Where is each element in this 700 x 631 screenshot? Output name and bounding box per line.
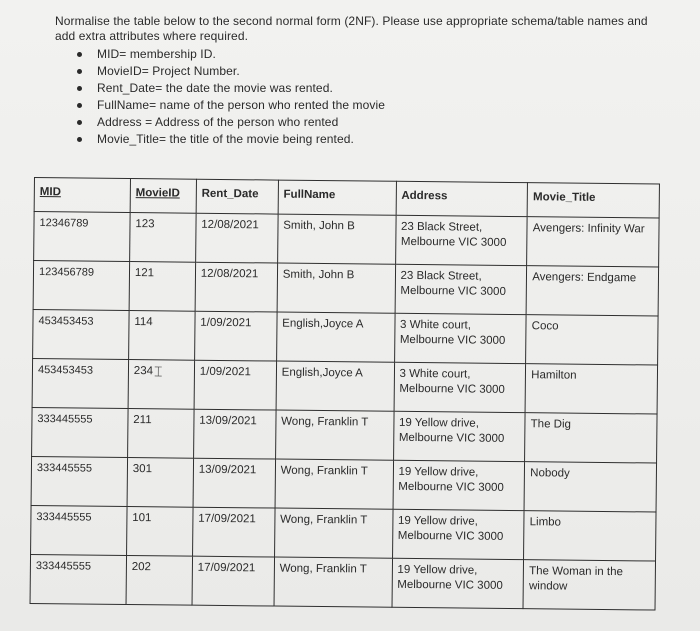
header-mid: MID: [34, 178, 130, 213]
table-row: [32, 407, 657, 463]
cell-movieid: 202: [126, 555, 192, 605]
cell-address: 19 Yellow drive, Melbourne VIC 3000: [393, 460, 525, 510]
table-row: [33, 309, 658, 365]
definition-item: MovieID= Project Number.: [77, 64, 655, 79]
cell-mid: 333445555: [30, 554, 126, 604]
cell-fullname: Wong, Franklin T: [275, 410, 393, 460]
instructions-intro: Normalise the table below to the second normal form (2NF). Please use appropriate schema/table names and add extra attributes where required.: [55, 14, 648, 43]
cell-movieid: 114: [128, 311, 194, 361]
text-cursor-icon: ⌶: [153, 363, 163, 380]
definition-item: FullName= name of the person who rented the movie: [77, 98, 655, 113]
cell-rent-date: 13/09/2021: [193, 409, 275, 459]
cell-movie-title: Nobody: [524, 462, 656, 512]
cell-mid: 453453453: [32, 358, 128, 408]
cell-movie-title: The Woman in the window: [523, 560, 655, 610]
table-row: [34, 212, 659, 268]
cell-address: 19 Yellow drive, Melbourne VIC 3000: [392, 558, 524, 608]
instructions-block: [55, 14, 655, 149]
cell-movieid-with-caret: [128, 359, 194, 409]
cell-mid: 123456789: [33, 261, 129, 311]
cell-movie-title: Avengers: Infinity War: [527, 217, 659, 267]
cell-movie-title: Coco: [526, 315, 658, 365]
rentals-table: [30, 177, 660, 611]
cell-mid: 12346789: [34, 212, 130, 262]
cell-address: 19 Yellow drive, Melbourne VIC 3000: [392, 509, 524, 559]
cell-movieid: 101: [126, 506, 192, 556]
header-movieid: MovieID: [130, 179, 196, 214]
cell-rent-date: 17/09/2021: [192, 507, 274, 557]
cell-rent-date: 13/09/2021: [193, 458, 275, 508]
cell-movie-title: Avengers: Endgame: [526, 266, 658, 316]
cell-fullname: Smith, John B: [277, 214, 395, 264]
header-address: Address: [396, 181, 528, 216]
cell-movieid: 123: [129, 213, 195, 263]
table-row: [31, 505, 656, 561]
cell-movieid: 301: [127, 457, 193, 507]
cell-address: 23 Black Street, Melbourne VIC 3000: [395, 215, 527, 265]
cell-rent-date: 1/09/2021: [194, 360, 276, 410]
cell-movieid: 234: [133, 365, 154, 378]
cell-movieid: 211: [127, 408, 193, 458]
header-fullname: FullName: [278, 180, 396, 215]
header-rent-date: Rent_Date: [196, 179, 278, 214]
definition-item: Rent_Date= the date the movie was rented.: [77, 81, 655, 96]
header-movie-title: Movie_Title: [527, 183, 659, 218]
cell-rent-date: 1/09/2021: [194, 311, 276, 361]
cell-movieid: 121: [129, 262, 195, 312]
cell-address: 23 Black Street, Melbourne VIC 3000: [395, 264, 527, 314]
definition-item: MID= membership ID.: [77, 47, 655, 62]
cell-mid: 333445555: [32, 407, 128, 457]
cell-fullname: Smith, John B: [277, 263, 395, 313]
cell-movie-title: Limbo: [524, 511, 656, 561]
definition-item: Address = Address of the person who rented: [77, 115, 655, 130]
definition-item: Movie_Title= the title of the movie being rented.: [77, 132, 655, 147]
cell-fullname: Wong, Franklin T: [275, 459, 393, 509]
cell-fullname: Wong, Franklin T: [274, 557, 392, 607]
cell-mid: 333445555: [31, 456, 127, 506]
cell-mid: 453453453: [33, 309, 129, 359]
cell-fullname: English,Joyce A: [276, 361, 394, 411]
cell-movie-title: The Dig: [525, 413, 657, 463]
cell-fullname: Wong, Franklin T: [274, 508, 392, 558]
cell-movie-title: Hamilton: [525, 364, 657, 414]
cell-fullname: English,Joyce A: [276, 312, 394, 362]
cell-address: 3 White court, Melbourne VIC 3000: [394, 362, 526, 412]
table-row: [32, 358, 657, 414]
table-row: [33, 261, 658, 317]
table-row: [30, 554, 655, 610]
definitions-list: [55, 47, 655, 147]
cell-rent-date: 12/08/2021: [195, 213, 277, 263]
cell-rent-date: 12/08/2021: [195, 262, 277, 312]
cell-mid: 333445555: [31, 505, 127, 555]
table-row: [31, 456, 656, 512]
cell-rent-date: 17/09/2021: [192, 556, 274, 606]
cell-address: 3 White court, Melbourne VIC 3000: [394, 313, 526, 363]
cell-address: 19 Yellow drive, Melbourne VIC 3000: [393, 411, 525, 461]
